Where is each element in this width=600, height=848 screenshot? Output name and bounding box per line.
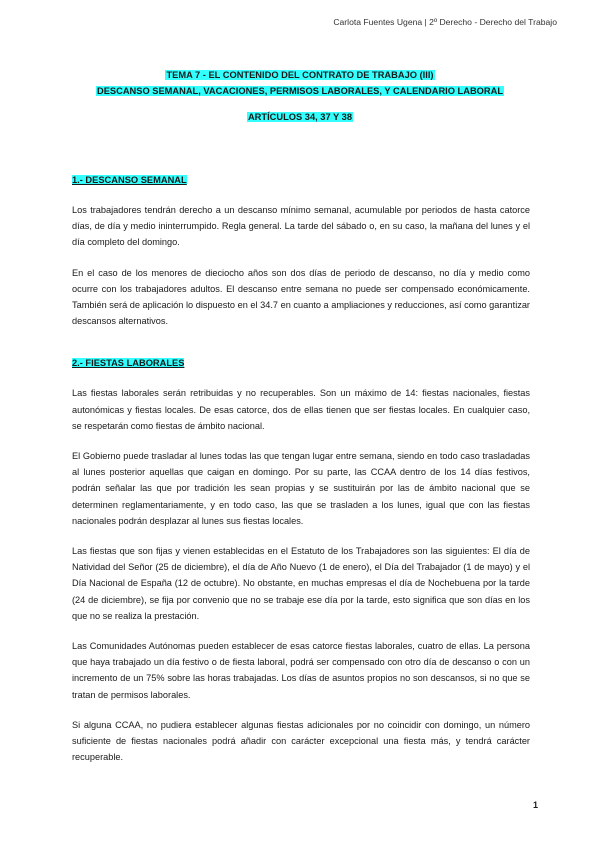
title-block <box>60 67 540 122</box>
document-body <box>72 172 530 779</box>
articles-label: ARTÍCULOS 34, 37 Y 38 <box>247 112 353 122</box>
paragraph: En el caso de los menores de dieciocho años son dos días de periodo de descanso, no día y medio como ocurre con los trabajadores adultos. El descanso entre semana no puede ser compensado económicamente. También será de aplicación lo dispuesto en el 34.7 en cuanto a ampliaciones y reducciones, así como garantizar descansos alternativos. <box>72 267 530 327</box>
section-fiestas-laborales <box>72 355 530 765</box>
section-heading <box>72 172 530 188</box>
document-title <box>60 67 540 83</box>
document-subtitle <box>60 83 540 99</box>
section-heading-text: 1.- DESCANSO SEMANAL <box>72 175 187 185</box>
articles-reference <box>60 112 540 122</box>
paragraph: Si alguna CCAA, no pudiera establecer algunas fiestas adicionales por no coincidir con domingo, un número suficiente de fiestas nacionales podrá añadir con carácter excepcional una fiesta más, y tendrá carácter recuperable. <box>72 719 530 763</box>
title-line-1: TEMA 7 - EL CONTENIDO DEL CONTRATO DE TRABAJO (III) <box>166 70 434 80</box>
section-heading <box>72 355 530 371</box>
section-descanso-semanal <box>72 172 530 329</box>
paragraph: Los trabajadores tendrán derecho a un descanso mínimo semanal, acumulable por periodos de hasta catorce días, de día y medio ininterrumpido. Regla general. La tarde del sábado o, en su caso, la mañana del lunes y el día completo del domingo. <box>72 205 530 248</box>
paragraph: Las fiestas laborales serán retribuidas y no recuperables. Son un máximo de 14: fiestas nacionales, fiestas autonómicas y fiestas locales. De esas catorce, dos de ellas tienen que ser fiestas locales. En cualquier caso, se respetarán como fiestas de ámbito nacional. <box>72 388 530 431</box>
section-heading-text: 2.- FIESTAS LABORALES <box>72 358 185 369</box>
page-number: 1 <box>532 800 538 810</box>
title-line-2: DESCANSO SEMANAL, VACACIONES, PERMISOS LABORALES, Y CALENDARIO LABORAL <box>97 86 503 96</box>
running-header: Carlota Fuentes Ugena | 2º Derecho - Derecho del Trabajo <box>333 17 557 27</box>
paragraph: Las Comunidades Autónomas pueden establecer de esas catorce fiestas laborales, cuatro de ellas. La persona que haya trabajado un día festivo o de fiesta laboral, podrá ser compensado con otro día de descanso o con un incremento de un 75% sobre las horas trabajadas. Los días de asuntos propios no son descansos, si no que se tratan de permisos laborales. <box>72 641 530 700</box>
paragraph: El Gobierno puede trasladar al lunes todas las que tengan lugar entre semana, siendo en todo caso trasladadas al lunes posterior aquellas que caigan en domingo. Por su parte, las CCAA dentro de los 14 días festivos, podrán señalar las que por tradición les sean propias y se sustituirán por las de ámbito nacional que se determinen reglamentariamente, y en todo caso, las que se trasladen a los lunes, igual que con las fiestas nacionales podrán desplazar al lunes sus fiestas locales. <box>72 451 530 526</box>
paragraph: Las fiestas que son fijas y vienen establecidas en el Estatuto de los Trabajadores son las siguientes: El día de Natividad del Señor (25 de diciembre), el día de Año Nuevo (1 de enero), el Día del Trabajador (1 de mayo) y el Día Nacional de España (12 de octubre). No obstante, en muchas empresas el día de Nochebuena por la tarde (24 de diciembre), se fija por convenio que no se trabaje ese día por la tarde, esto significa que son días en los que no se realiza la prestación. <box>72 546 530 621</box>
